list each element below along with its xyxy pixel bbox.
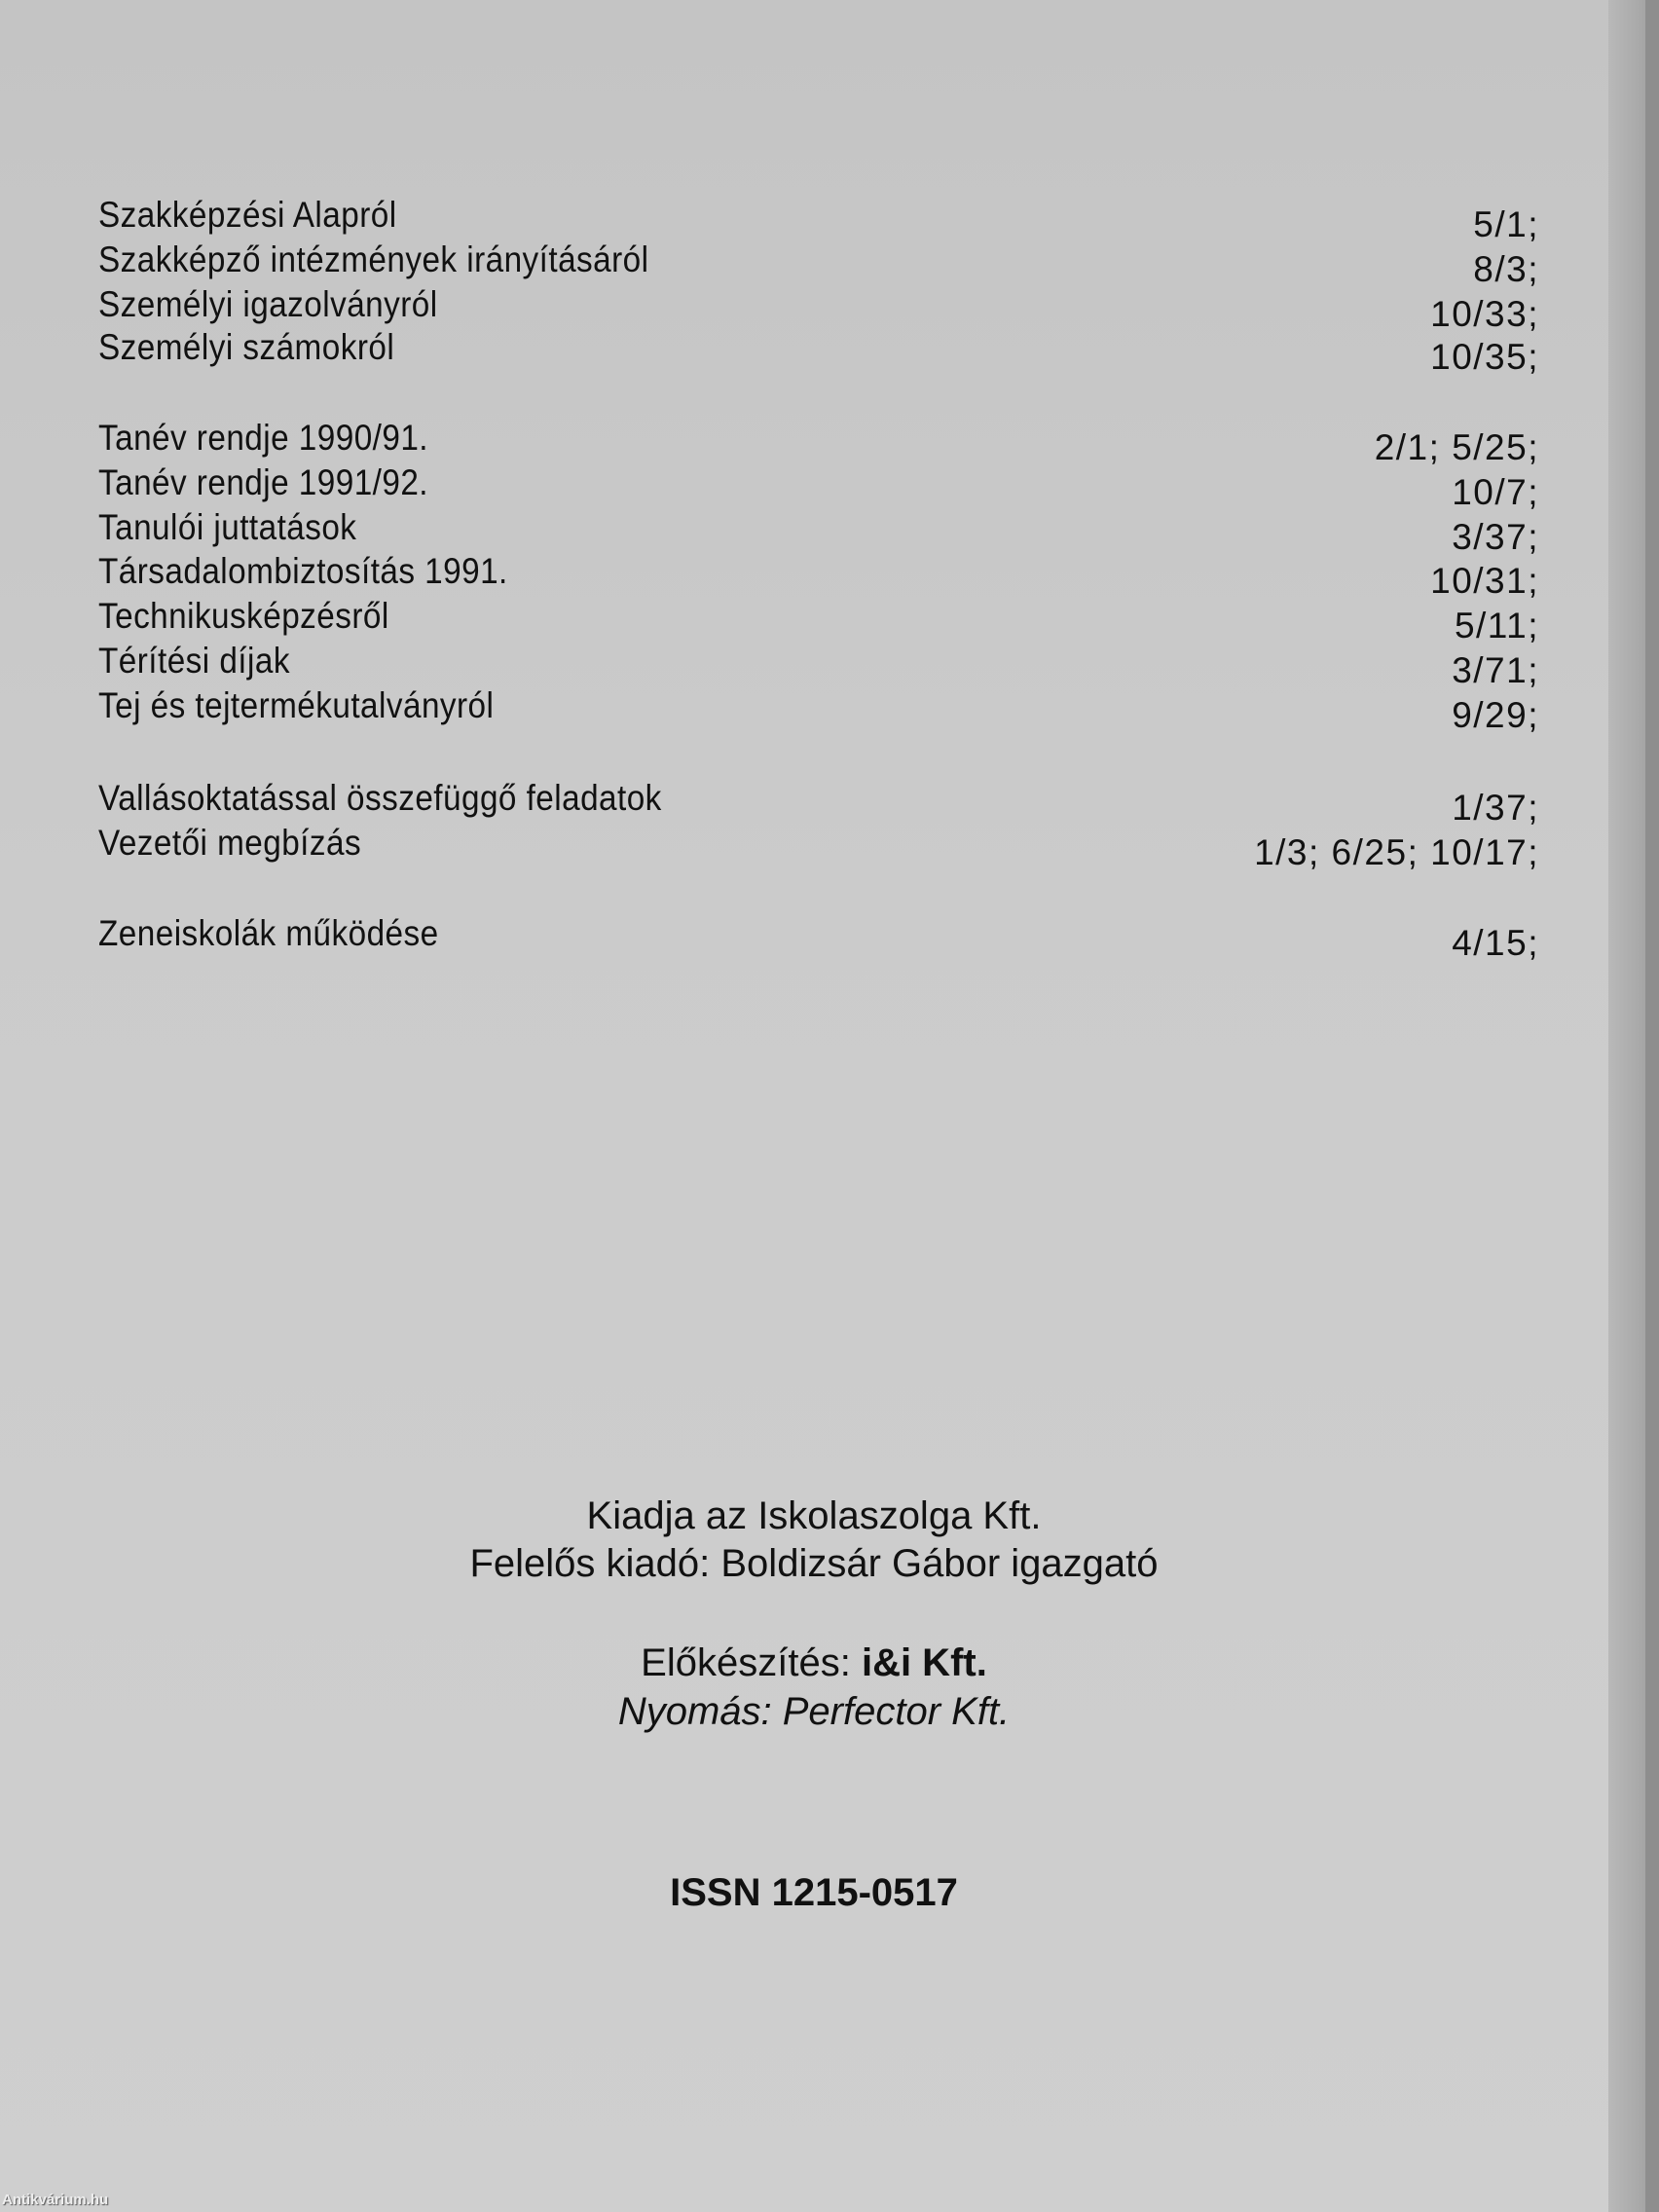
issn: ISSN 1215-0517 <box>670 1871 958 1914</box>
responsible-publisher-line: Felelős kiadó: Boldizsár Gábor igazgató <box>469 1542 1159 1585</box>
index-entry <box>98 507 1539 557</box>
entry-label: Tanulói juttatások <box>98 507 357 547</box>
index-entry <box>98 913 1539 963</box>
index-entry <box>98 240 1539 289</box>
preparation-line <box>0 1641 1628 1685</box>
entry-refs: 10/31; <box>1430 561 1539 601</box>
entry-label: Térítési díjak <box>98 641 290 681</box>
entry-refs: 5/1; <box>1473 204 1539 244</box>
index-entry <box>98 462 1539 512</box>
index-entry <box>98 596 1539 645</box>
index-entry <box>98 551 1539 601</box>
entry-refs: 3/37; <box>1452 517 1539 557</box>
index-entry <box>98 685 1539 735</box>
entry-label: Tanév rendje 1991/92. <box>98 462 429 502</box>
watermark: Antikvárium.hu <box>2 2192 109 2208</box>
entry-label: Tanév rendje 1990/91. <box>98 418 429 458</box>
entry-refs: 9/29; <box>1452 695 1539 735</box>
index-entry <box>98 823 1539 872</box>
entry-refs: 2/1; 5/25; <box>1374 427 1539 467</box>
entry-label: Zeneiskolák működése <box>98 913 439 953</box>
entry-label: Tej és tejtermékutalványról <box>98 685 495 725</box>
preparation-label: Előkészítés: <box>641 1641 851 1684</box>
entry-refs: 1/37; <box>1452 788 1539 828</box>
entry-refs: 1/3; 6/25; 10/17; <box>1254 832 1539 872</box>
entry-label: Vezetői megbízás <box>98 823 362 863</box>
entry-refs: 4/15; <box>1452 923 1539 963</box>
entry-label: Személyi igazolványról <box>98 284 438 324</box>
preparation-company: i&i Kft. <box>861 1641 987 1684</box>
index-entry <box>98 195 1539 244</box>
entry-label: Technikusképzésről <box>98 596 389 636</box>
entry-refs: 5/11; <box>1454 606 1539 645</box>
index-entry <box>98 418 1539 467</box>
entry-label: Szakképző intézmények irányításáról <box>98 240 649 279</box>
entry-refs: 10/33; <box>1430 294 1539 334</box>
entry-label: Szakképzési Alapról <box>98 195 397 235</box>
publisher-line: Kiadja az Iskolaszolga Kft. <box>586 1494 1042 1537</box>
entry-label: Társadalombiztosítás 1991. <box>98 551 508 591</box>
index-entry <box>98 778 1539 828</box>
entry-label: Személyi számokról <box>98 327 395 367</box>
entry-refs: 10/7; <box>1452 472 1539 512</box>
page-edge <box>1645 0 1659 2212</box>
entry-refs: 8/3; <box>1473 249 1539 289</box>
entry-refs: 10/35; <box>1430 337 1539 377</box>
index-entry <box>98 284 1539 334</box>
index-entry <box>98 641 1539 690</box>
index-entry <box>98 327 1539 377</box>
entry-label: Vallásoktatással összefüggő feladatok <box>98 778 662 818</box>
entry-refs: 3/71; <box>1452 650 1539 690</box>
printing-line: Nyomás: Perfector Kft. <box>617 1690 1011 1733</box>
